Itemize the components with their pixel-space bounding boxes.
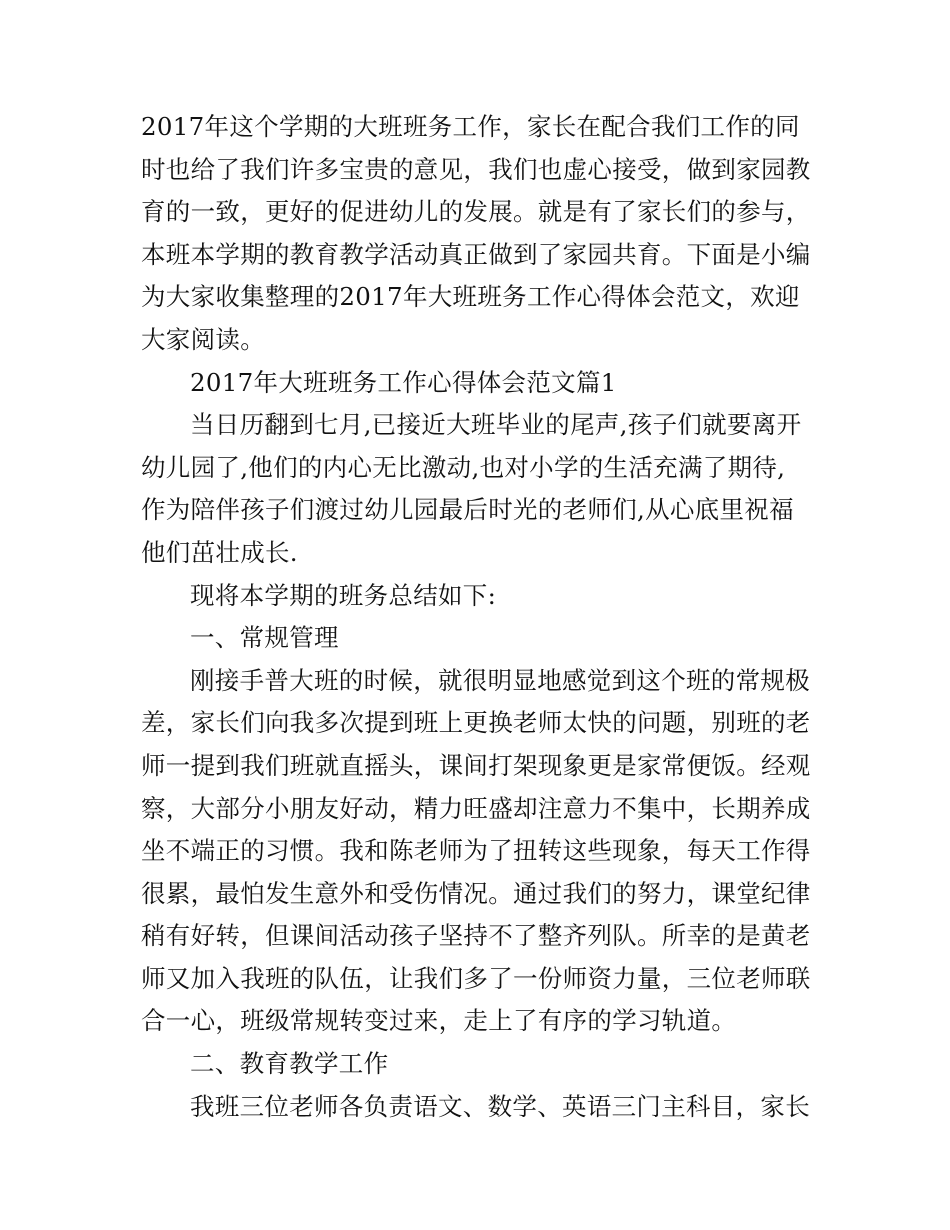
text-line: 幼儿园了,他们的内心无比激动,也对小学的生活充满了期待, [141, 452, 786, 482]
text-line: 我班三位老师各负责语文、数学、英语三门主科目，家长 [190, 1091, 810, 1121]
text-line: 刚接手普大班的时候，就很明显地感觉到这个班的常规极 [190, 665, 810, 695]
text-line: 师又加入我班的队伍，让我们多了一份师资力量，三位老师联 [141, 963, 811, 993]
text-line: 察，大部分小朋友好动，精力旺盛却注意力不集中，长期养成 [141, 793, 811, 823]
text-line: 2017年这个学期的大班班务工作，家长在配合我们工作的同 [141, 112, 800, 141]
text-line: 师一提到我们班就直摇头，课间打架现象更是家常便饭。经观 [141, 750, 811, 780]
text-line: 现将本学期的班务总结如下: [190, 580, 497, 610]
text-line: 大家阅读。 [141, 324, 265, 354]
document-body [141, 106, 821, 1128]
text-line: 为大家收集整理的2017年大班班务工作心得体会范文，欢迎 [141, 282, 800, 312]
text-line: 当日历翻到七月,已接近大班毕业的尾声,孩子们就要离开 [190, 410, 802, 440]
text-line: 时也给了我们许多宝贵的意见，我们也虚心接受，做到家园教 [141, 154, 811, 184]
text-line: 作为陪伴孩子们渡过幼儿园最后时光的老师们,从心底里祝福 [141, 495, 794, 525]
text-line: 很累，最怕发生意外和受伤情况。通过我们的努力，课堂纪律 [141, 878, 811, 908]
text-line: 他们茁壮成长. [141, 537, 298, 567]
section-heading: 二、教育教学工作 [190, 1049, 389, 1079]
text-line: 本班本学期的教育教学活动真正做到了家园共育。下面是小编 [141, 239, 811, 269]
text-line: 育的一致，更好的促进幼儿的发展。就是有了家长们的参与， [141, 197, 811, 227]
section-heading: 一、常规管理 [190, 623, 339, 653]
section-heading: 2017年大班班务工作心得体会范文篇1 [190, 367, 617, 397]
text-line: 合一心，班级常规转变过来，走上了有序的学习轨道。 [141, 1006, 737, 1036]
text-line: 稍有好转，但课间活动孩子坚持不了整齐列队。所幸的是黄老 [141, 921, 811, 951]
text-line: 差，家长们向我多次提到班上更换老师太快的问题，别班的老 [141, 708, 811, 738]
text-line: 坐不端正的习惯。我和陈老师为了扭转这些现象，每天工作得 [141, 836, 811, 866]
